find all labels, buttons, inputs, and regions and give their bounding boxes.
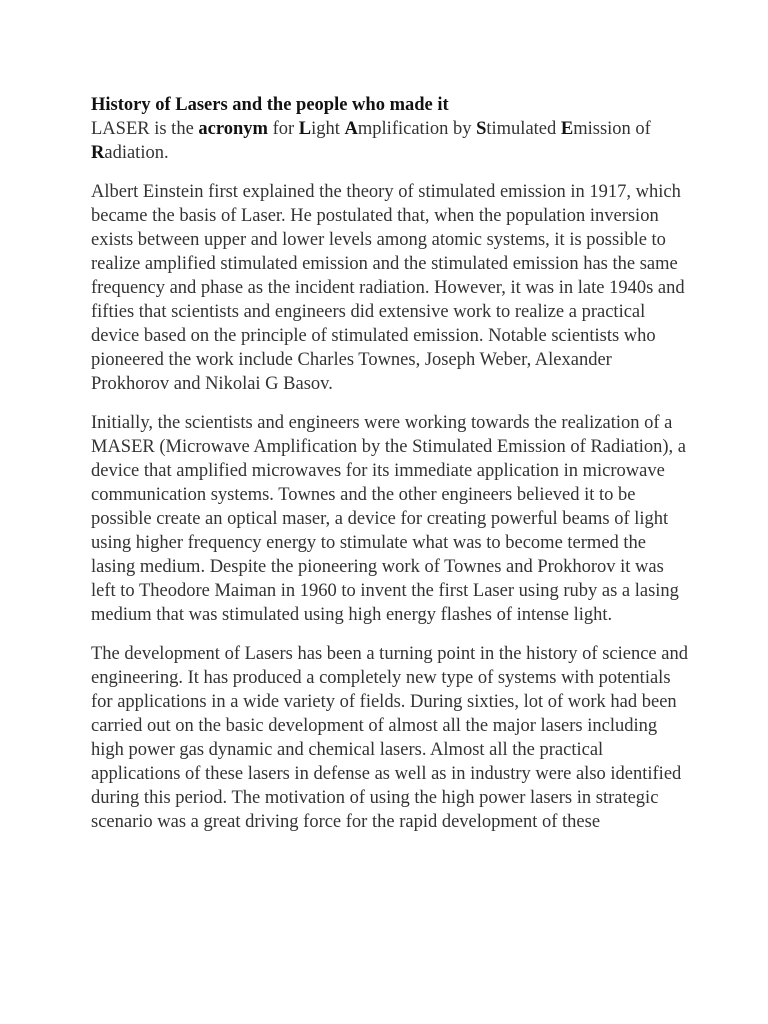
intro-bold-acronym: acronym xyxy=(198,119,268,139)
intro-text: LASER is the xyxy=(91,119,199,139)
intro-text: mplification by xyxy=(357,119,477,139)
body-paragraph-einstein: Albert Einstein first explained the theory of stimulated emission in 1917, which became the basis of Laser. He postulated that, when the population inversion exists between upper and lower levels among atomic systems, it is possible to realize amplified stimulated emission and the stimulated emission has the same frequency and phase as the incident radiation. However, it was in late 1940s and fifties that scientists and engineers did extensive work to realize a practical device based on the principle of stimulated emission. Notable scientists who pioneered the work include Charles Townes, Joseph Weber, Alexander Prokhorov and Nikolai G Basov. xyxy=(91,182,685,394)
document-title: History of Lasers and the people who made it xyxy=(91,95,449,115)
intro-paragraph xyxy=(91,117,691,165)
intro-bold-letter: L xyxy=(298,119,312,139)
intro-bold-letter: R xyxy=(91,143,105,163)
intro-bold-letter: A xyxy=(344,119,358,139)
document-page xyxy=(91,93,691,849)
intro-text: for xyxy=(267,119,299,139)
body-paragraph-maser: Initially, the scientists and engineers were working towards the realization of a MASER (Microwave Amplification by the Stimulated Emission of Radiation), a device that amplified microwaves for its immediate application in microwave communication systems. Townes and the other engineers believed it to be possible create an optical maser, a device for creating powerful beams of light using higher frequency energy to stimulate what was to become termed the lasing medium. Despite the pioneering work of Townes and Prokhorov it was left to Theodore Maiman in 1960 to invent the first Laser using ruby as a lasing medium that was stimulated using high energy flashes of intense light. xyxy=(91,413,686,625)
intro-text: ight xyxy=(311,119,345,139)
intro-bold-letter: S xyxy=(476,119,487,139)
intro-text: mission of xyxy=(573,119,651,139)
intro-bold-letter: E xyxy=(560,119,574,139)
intro-text: adiation. xyxy=(104,143,169,163)
intro-text: timulated xyxy=(486,119,561,139)
body-paragraph-development: The development of Lasers has been a turning point in the history of science and engineering. It has produced a completely new type of systems with potentials for applications in a wide variety of fields. During sixties, lot of work had been carried out on the basic development of almost all the major lasers including high power gas dynamic and chemical lasers. Almost all the practical applications of these lasers in defense as well as in industry were also identified during this period. The motivation of using the high power lasers in strategic scenario was a great driving force for the rapid development of these xyxy=(91,644,688,832)
